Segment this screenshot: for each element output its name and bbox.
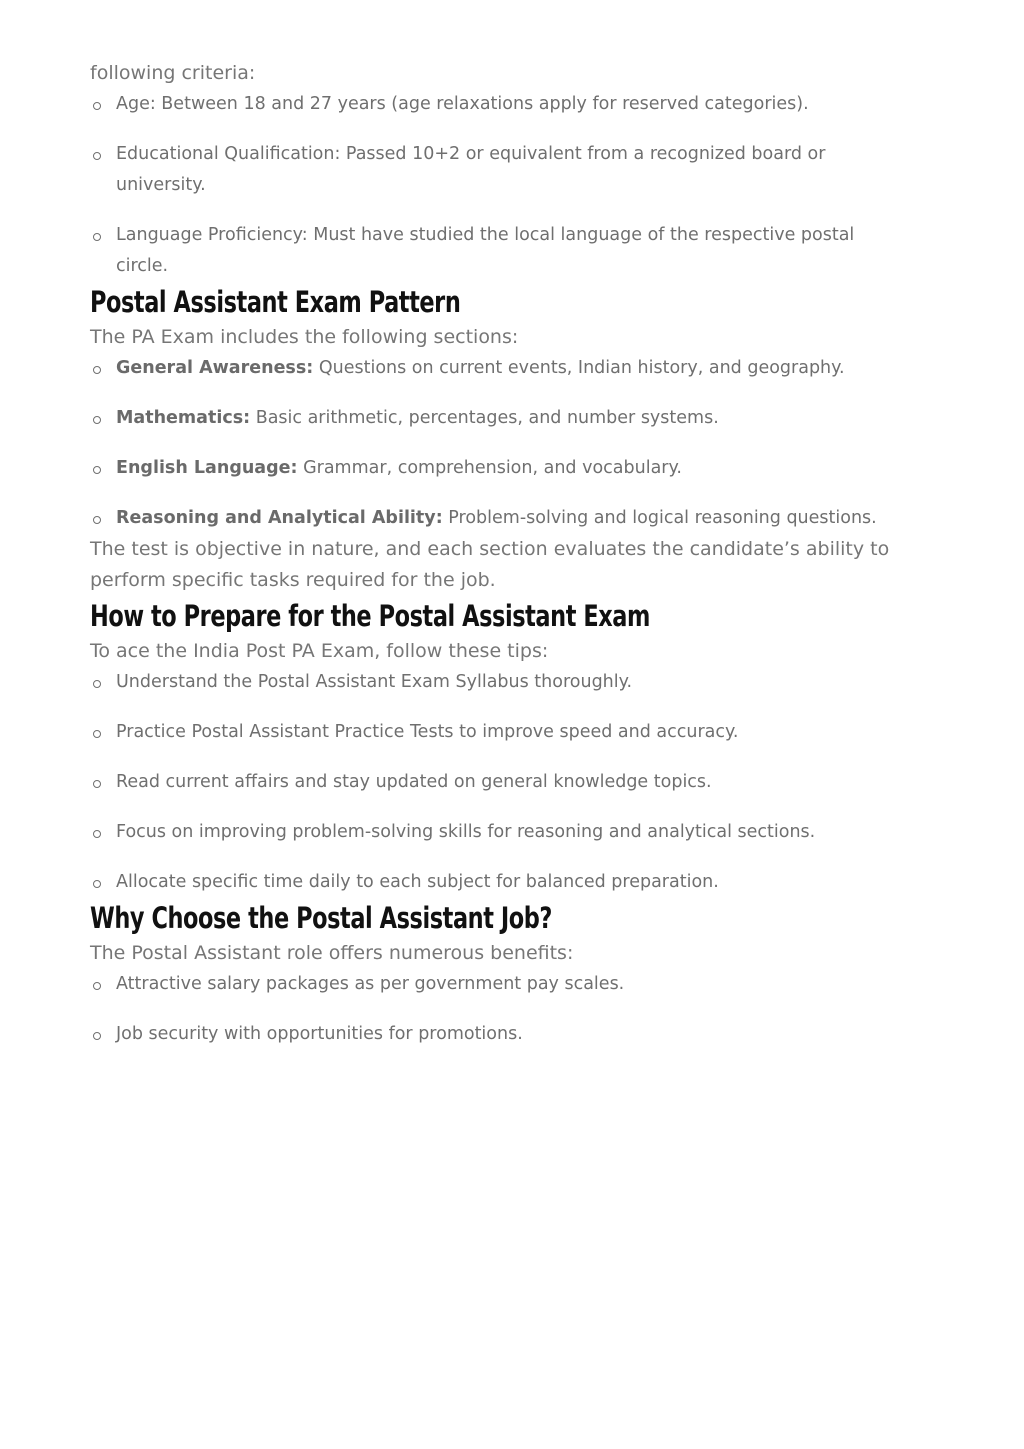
list-item: Practice Postal Assistant Practice Tests to improve speed and accuracy. bbox=[90, 717, 890, 748]
list-item: Educational Qualification: Passed 10+2 or equivalent from a recognized board or university. bbox=[90, 139, 890, 201]
criteria-list bbox=[90, 89, 890, 282]
section-desc: Problem-solving and logical reasoning questions. bbox=[442, 508, 877, 528]
why-lead: The Postal Assistant role offers numerous benefits: bbox=[90, 942, 574, 964]
section-desc: Questions on current events, Indian history, and geography. bbox=[313, 358, 845, 378]
section-term: English Language: bbox=[116, 458, 298, 478]
list-item: Understand the Postal Assistant Exam Syllabus thoroughly. bbox=[90, 667, 890, 698]
section-term: Reasoning and Analytical Ability: bbox=[116, 508, 443, 528]
section-term: Mathematics: bbox=[116, 408, 251, 428]
section-term: General Awareness: bbox=[116, 358, 314, 378]
list-item: Allocate specific time daily to each subject for balanced preparation. bbox=[90, 867, 890, 898]
article-body bbox=[90, 58, 890, 1050]
list-item: Age: Between 18 and 27 years (age relaxations apply for reserved categories). bbox=[90, 89, 890, 120]
why-heading: Why Choose the Postal Assistant Job? bbox=[90, 901, 553, 935]
list-item: Read current affairs and stay updated on general knowledge topics. bbox=[90, 767, 890, 798]
exam-pattern-lead: The PA Exam includes the following sections: bbox=[90, 326, 519, 348]
list-item bbox=[90, 353, 890, 384]
list-item bbox=[90, 503, 890, 534]
prepare-tips-list bbox=[90, 667, 890, 898]
benefits-list bbox=[90, 969, 890, 1050]
list-item: Focus on improving problem-solving skills for reasoning and analytical sections. bbox=[90, 817, 890, 848]
exam-pattern-heading: Postal Assistant Exam Pattern bbox=[90, 285, 461, 319]
criteria-lead: following criteria: bbox=[90, 62, 256, 84]
list-item bbox=[90, 403, 890, 434]
prepare-lead: To ace the India Post PA Exam, follow these tips: bbox=[90, 640, 549, 662]
list-item: Job security with opportunities for promotions. bbox=[90, 1019, 890, 1050]
prepare-heading: How to Prepare for the Postal Assistant Exam bbox=[90, 599, 650, 633]
list-item: Language Proficiency: Must have studied the local language of the respective postal circle. bbox=[90, 220, 890, 282]
list-item bbox=[90, 453, 890, 484]
list-item: Attractive salary packages as per government pay scales. bbox=[90, 969, 890, 1000]
exam-sections-list bbox=[90, 353, 890, 534]
section-desc: Basic arithmetic, percentages, and number systems. bbox=[250, 408, 719, 428]
exam-pattern-closing: The test is objective in nature, and each section evaluates the candidate’s ability to perform specific tasks required for the job. bbox=[90, 538, 890, 591]
section-desc: Grammar, comprehension, and vocabulary. bbox=[297, 458, 682, 478]
